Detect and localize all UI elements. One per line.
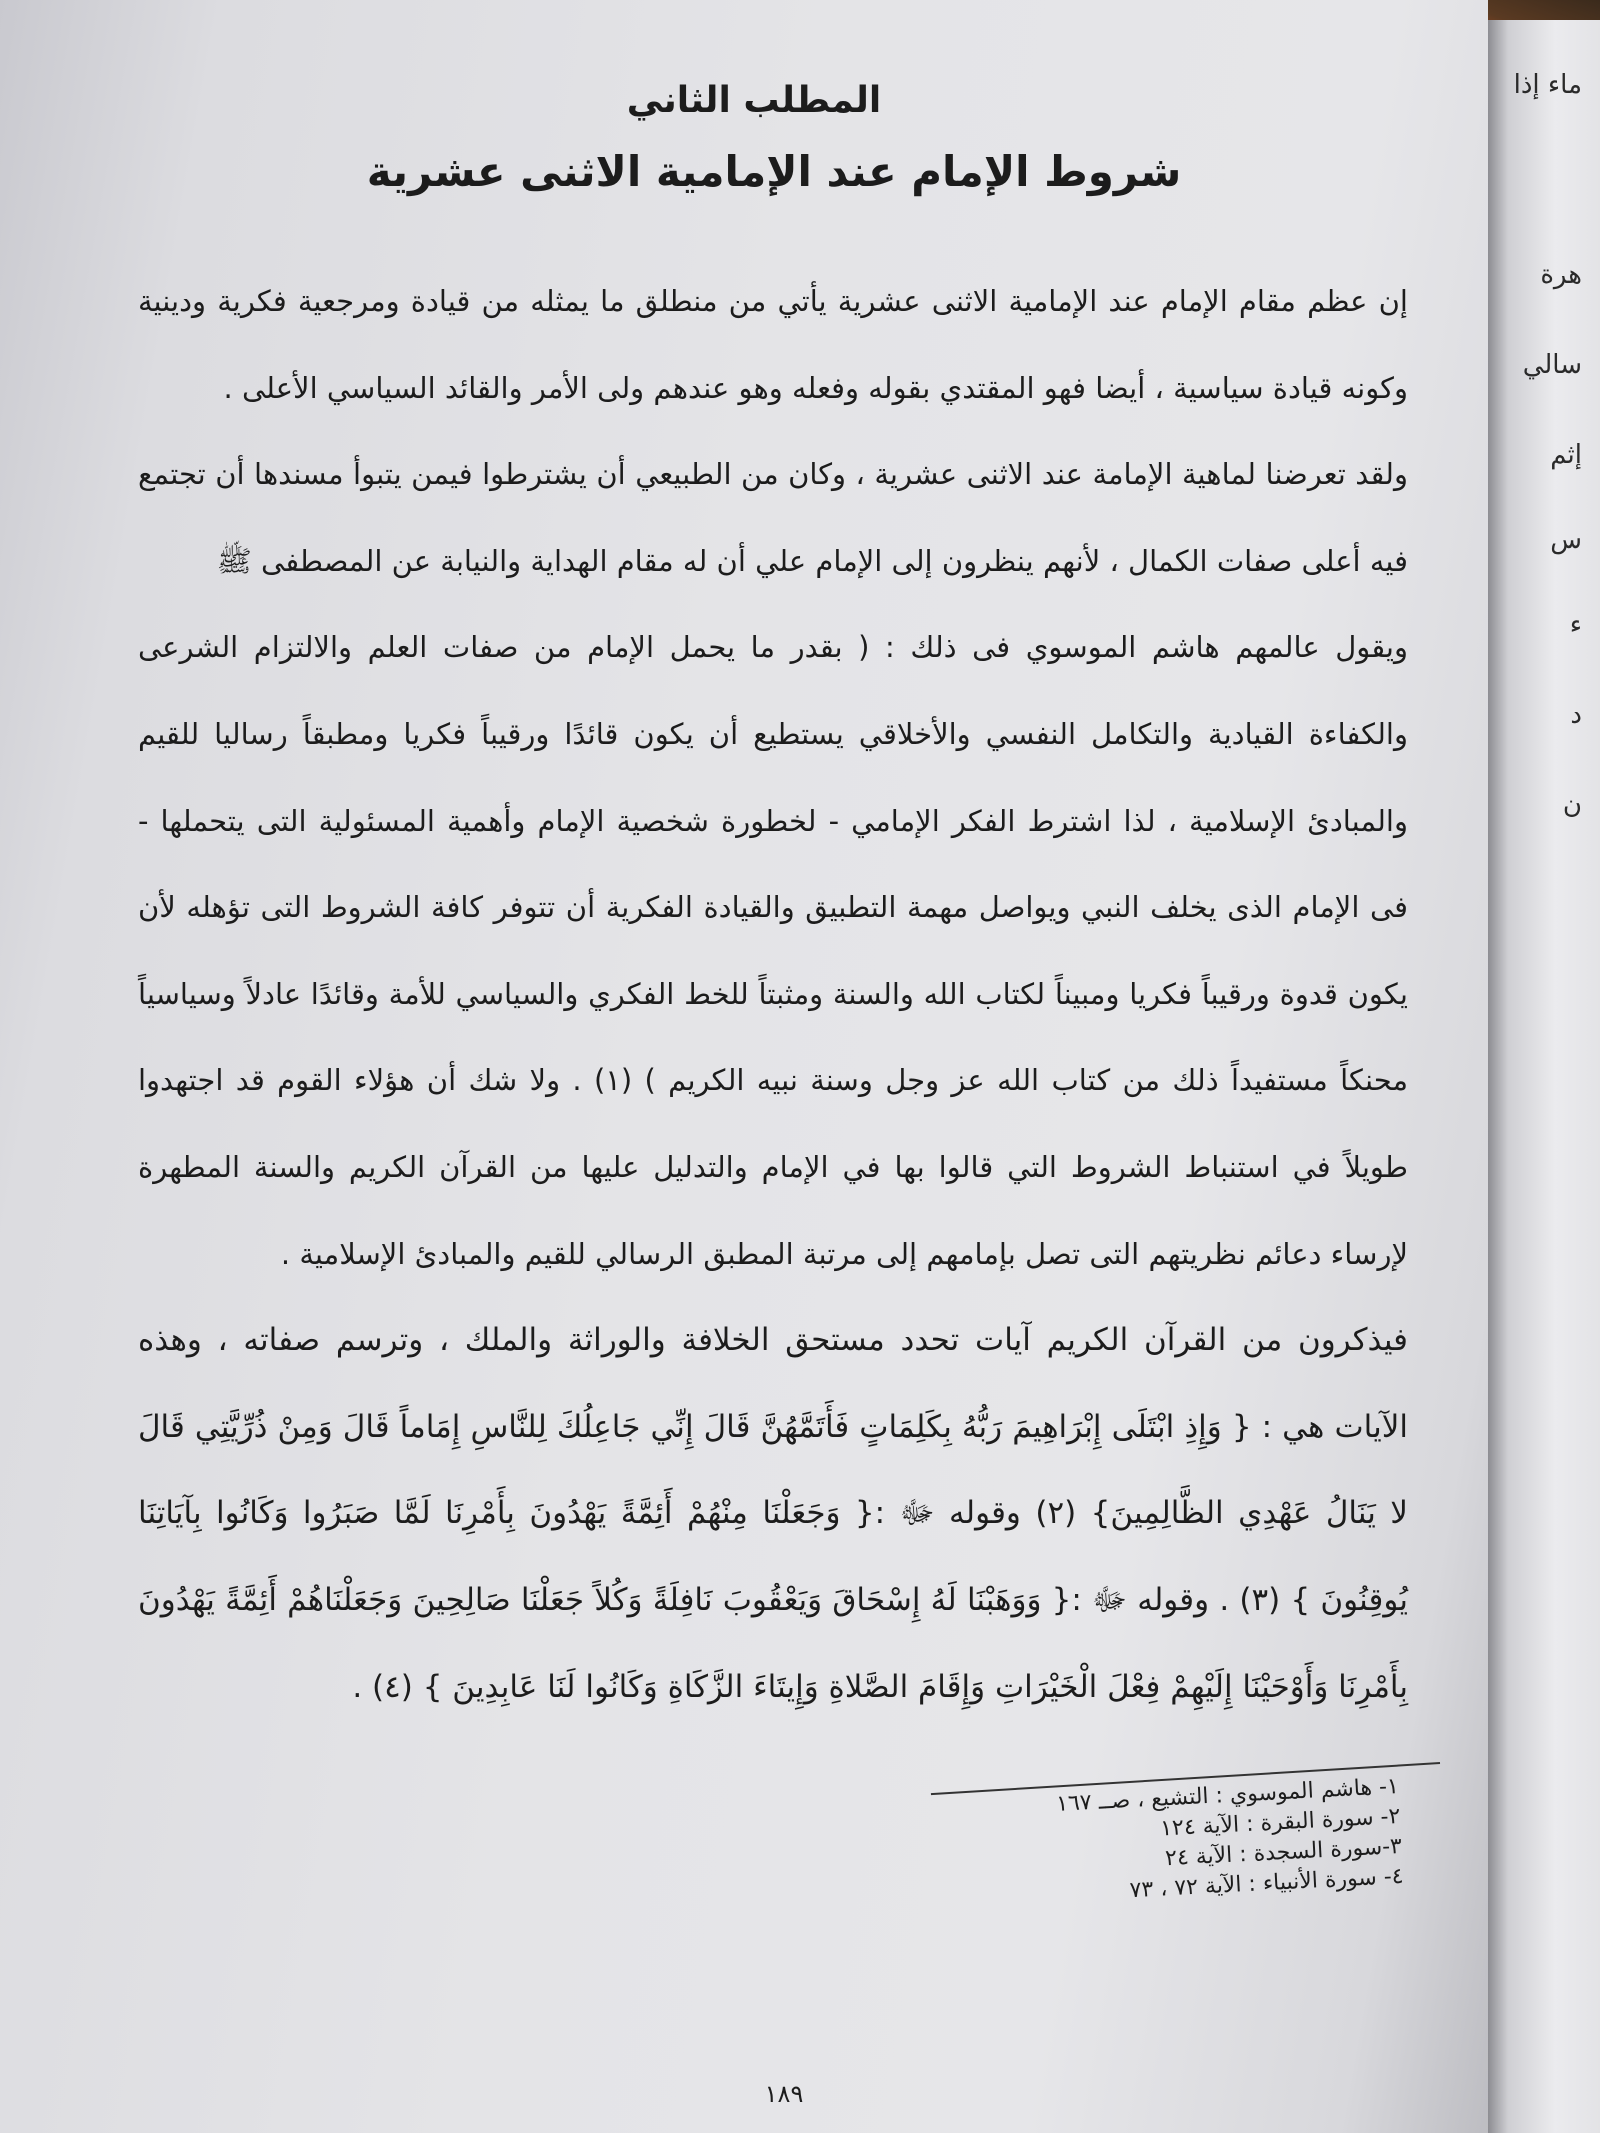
edge-fragment: ماء إذا: [1513, 70, 1582, 100]
edge-fragment: سالي: [1522, 350, 1582, 380]
footnotes: [899, 1772, 1405, 1918]
paragraph: ويقول عالمهم هاشم الموسوي فى ذلك : ( بقدر ما يحمل الإمام من صفات العلم والالتزام الشرعى والكفاءة القيادية والتكامل النفسي والأخلاقي يستطيع أن يكون قائدًا ورقيباً فكريا ومطبقاً رساليا للقيم والمبادئ الإسلامية ، لذا اشترط الفكر الإمامي - لخطورة شخصية الإمام وأهمية المسئولية التى يتحملها - فى الإمام الذى يخلف النبي ويواصل مهمة التطبيق والقيادة الفكرية أن تتوفر كافة الشروط التى تؤهله لأن يكون قدوة ورقيباً فكريا ومبيناً لكتاب الله والسنة ومثبتاً للخط الفكري والسياسي للأمة وقائدًا عادلاً وسياسياً محنكاً مستفيداً ذلك من كتاب الله عز وجل وسنة نبيه الكريم ) (١) . ولا شك أن هؤلاء القوم قد اجتهدوا طويلاً في استنباط الشروط التي قالوا بها في الإمام والتدليل عليها من القرآن الكريم والسنة المطهرة لإرساء دعائم نظريتهم التى تصل بإمامهم إلى مرتبة المطبق الرسالي للقيم والمبادئ الإسلامية .: [138, 630, 1408, 1271]
section-subtitle: المطلب الثاني: [626, 80, 882, 121]
edge-fragment: د: [1570, 700, 1582, 730]
edge-fragment: إثم: [1550, 440, 1582, 470]
paragraph: ولقد تعرضنا لماهية الإمامة عند الاثنى عشرية ، وكان من الطبيعي أن يشترطوا فيمن يتبوأ مسندها أن تجتمع فيه أعلى صفات الكمال ، لأنهم ينظرون إلى الإمام علي أن له مقام الهداية والنيابة عن المصطفى ﷺ: [138, 457, 1408, 578]
edge-fragment: س: [1550, 525, 1582, 555]
paragraph: إن عظم مقام الإمام عند الإمامية الاثنى عشرية يأتي من منطلق ما يمثله من قيادة ومرجعية فكرية ودينية وكونه قيادة سياسية ، أيضا فهو المقتدي بقوله وفعله وهو عندهم ولى الأمر والقائد السياسي الأعلى .: [138, 284, 1408, 405]
body-text: [138, 258, 1408, 1730]
section-title: شروط الإمام عند الإمامية الاثنى عشرية: [366, 147, 1182, 196]
footnote: ٣-سورة السجدة : الآية ٢٤: [1164, 1833, 1403, 1872]
edge-fragment: هرة: [1540, 260, 1582, 290]
footnote: ٢- سورة البقرة : الآية ١٢٤: [1159, 1803, 1401, 1842]
edge-fragment: ن: [1562, 790, 1582, 820]
footnote: ١- هاشم الموسوي : التشيع ، صــ ١٦٧: [1055, 1773, 1400, 1817]
paragraph-quran-verses: فيذكرون من القرآن الكريم آيات تحدد مستحق الخلافة والوراثة والملك ، وترسم صفاته ، وهذه الآيات هي : { وَإِذِ ابْتَلَى إِبْرَاهِيمَ رَبُّهُ بِكَلِمَاتٍ فَأَتَمَّهُنَّ قَالَ إِنِّي جَاعِلُكَ لِلنَّاسِ إِمَاماً قَالَ وَمِنْ ذُرِّيَّتِي قَالَ لا يَنَالُ عَهْدِي الظَّالِمِينَ} (٢) وقوله ﷻ :{ وَجَعَلْنَا مِنْهُمْ أَئِمَّةً يَهْدُونَ بِأَمْرِنَا لَمَّا صَبَرُوا وَكَانُوا بِآيَاتِنَا يُوقِنُونَ } (٣) . وقوله ﷻ :{ وَوَهَبْنَا لَهُ إِسْحَاقَ وَيَعْقُوبَ نَافِلَةً وَكُلاً جَعَلْنَا صَالِحِينَ وَجَعَلْنَاهُمْ أَئِمَّةً يَهْدُونَ بِأَمْرِنَا وَأَوْحَيْنَا إِلَيْهِمْ فِعْلَ الْخَيْرَاتِ وَإِقَامَ الصَّلاةِ وَإِيتَاءَ الزَّكَاةِ وَكَانُوا لَنَا عَابِدِينَ } (٤) .: [138, 1322, 1408, 1705]
footnote: ٤- سورة الأنبياء : الآية ٧٢ ، ٧٣: [1129, 1863, 1405, 1904]
section-header: [0, 80, 1488, 196]
adjacent-page-edge: [1488, 20, 1600, 2133]
page-number: ١٨٩: [764, 2080, 804, 2108]
edge-fragment: ء: [1569, 610, 1582, 640]
